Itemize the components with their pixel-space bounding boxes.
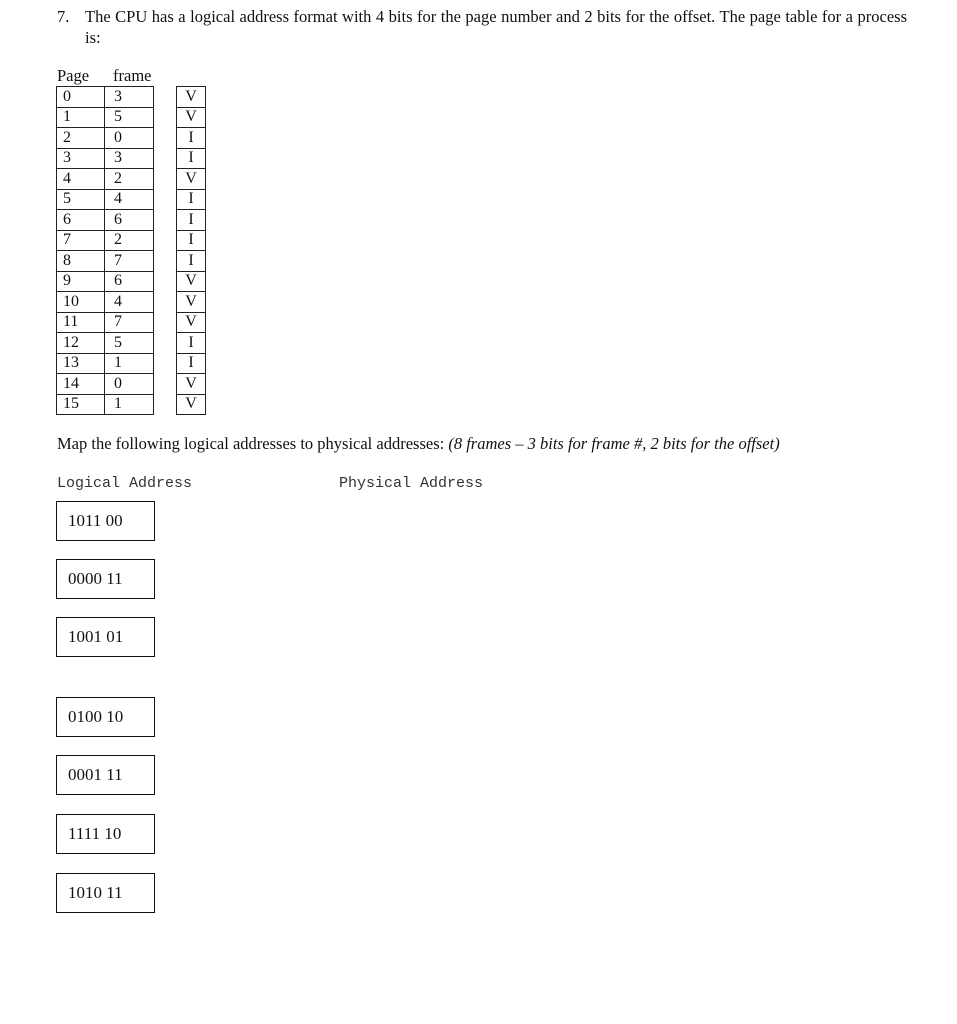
page-table-row [57, 292, 206, 313]
page-column-header: Page [57, 66, 90, 85]
page-table [56, 86, 206, 415]
question-number: 7. [57, 7, 70, 26]
page-table-frame-cell: 4 [105, 292, 154, 313]
page-table-row [57, 107, 206, 128]
page-table-row [57, 394, 206, 415]
page-table-valid-cell: V [177, 374, 206, 395]
mapping-note: (8 frames – 3 bits for frame #, 2 bits for the offset) [448, 434, 780, 453]
page-table-valid-cell: V [177, 312, 206, 333]
page-table-valid-cell: I [177, 333, 206, 354]
question-7 [57, 6, 907, 48]
page-table-valid-cell: V [177, 87, 206, 108]
page-table-page-cell: 15 [57, 394, 105, 415]
page-table-frame-cell: 7 [105, 312, 154, 333]
page-table-page-cell: 12 [57, 333, 105, 354]
page-table-row [57, 189, 206, 210]
logical-address-box: 0100 10 [56, 697, 155, 737]
logical-address-box: 0000 11 [56, 559, 155, 599]
page-table-page-cell: 2 [57, 128, 105, 149]
page-table-valid-cell: I [177, 251, 206, 272]
page-table-spacer [154, 107, 177, 128]
page-table-page-cell: 5 [57, 189, 105, 210]
page-table-valid-cell: V [177, 271, 206, 292]
page-table-spacer [154, 312, 177, 333]
page-table-valid-cell: V [177, 107, 206, 128]
page-table-spacer [154, 128, 177, 149]
page-table-row [57, 312, 206, 333]
page-table-spacer [154, 210, 177, 231]
frame-column-header: frame [113, 66, 152, 85]
page-table-spacer [154, 230, 177, 251]
physical-address-label: Physical Address [339, 475, 484, 492]
page-table-row [57, 128, 206, 149]
page-table-row [57, 210, 206, 231]
page-table-spacer [154, 87, 177, 108]
page-table-frame-cell: 6 [105, 271, 154, 292]
page-table-page-cell: 14 [57, 374, 105, 395]
page-table-page-cell: 11 [57, 312, 105, 333]
page-table-valid-cell: I [177, 353, 206, 374]
page-table-row [57, 230, 206, 251]
page-table-row [57, 333, 206, 354]
page-table-spacer [154, 353, 177, 374]
page-table-row [57, 374, 206, 395]
mapping-instruction-text: Map the following logical addresses to physical addresses: [57, 434, 445, 453]
page-table-page-cell: 10 [57, 292, 105, 313]
page-table-page-cell: 7 [57, 230, 105, 251]
mapping-instruction [57, 434, 780, 454]
page-table-frame-cell: 6 [105, 210, 154, 231]
logical-address-box: 1010 11 [56, 873, 155, 913]
page-table-page-cell: 8 [57, 251, 105, 272]
page-table-page-cell: 0 [57, 87, 105, 108]
page-table-spacer [154, 271, 177, 292]
page-table-spacer [154, 374, 177, 395]
page-table-valid-cell: V [177, 394, 206, 415]
logical-address-box: 1111 10 [56, 814, 155, 854]
page-table-frame-cell: 2 [105, 230, 154, 251]
logical-address-box: 1011 00 [56, 501, 155, 541]
page-table-row [57, 148, 206, 169]
page-table-frame-cell: 0 [105, 128, 154, 149]
page-table-row [57, 87, 206, 108]
page-table-frame-cell: 2 [105, 169, 154, 190]
page-table-frame-cell: 3 [105, 148, 154, 169]
question-text: The CPU has a logical address format with 4 bits for the page number and 2 bits for the offset. The page table for a process is: [85, 7, 907, 47]
page-table-row [57, 271, 206, 292]
page-table-valid-cell: I [177, 210, 206, 231]
page-table-valid-cell: V [177, 169, 206, 190]
logical-address-box: 1001 01 [56, 617, 155, 657]
page-table-valid-cell: I [177, 230, 206, 251]
page-table-spacer [154, 169, 177, 190]
page-table-page-cell: 9 [57, 271, 105, 292]
page-table-page-cell: 1 [57, 107, 105, 128]
page-table-spacer [154, 333, 177, 354]
page-table-page-cell: 4 [57, 169, 105, 190]
logical-address-box: 0001 11 [56, 755, 155, 795]
page-table-frame-cell: 5 [105, 107, 154, 128]
page-table-spacer [154, 189, 177, 210]
page-table-spacer [154, 394, 177, 415]
page-table-valid-cell: I [177, 189, 206, 210]
page-table-page-cell: 6 [57, 210, 105, 231]
page-table-row [57, 169, 206, 190]
page-table-row [57, 251, 206, 272]
page-table-frame-cell: 4 [105, 189, 154, 210]
page-table-row [57, 353, 206, 374]
page-table-spacer [154, 148, 177, 169]
page-table-frame-cell: 1 [105, 394, 154, 415]
page-table-frame-cell: 5 [105, 333, 154, 354]
page-table-frame-cell: 7 [105, 251, 154, 272]
page-table-frame-cell: 0 [105, 374, 154, 395]
page-table-valid-cell: I [177, 148, 206, 169]
page-table-spacer [154, 292, 177, 313]
page-table-frame-cell: 3 [105, 87, 154, 108]
page-table-page-cell: 13 [57, 353, 105, 374]
page-table-frame-cell: 1 [105, 353, 154, 374]
page-table-page-cell: 3 [57, 148, 105, 169]
page-table-spacer [154, 251, 177, 272]
logical-address-label: Logical Address [57, 475, 193, 492]
page-table-valid-cell: I [177, 128, 206, 149]
page-table-valid-cell: V [177, 292, 206, 313]
